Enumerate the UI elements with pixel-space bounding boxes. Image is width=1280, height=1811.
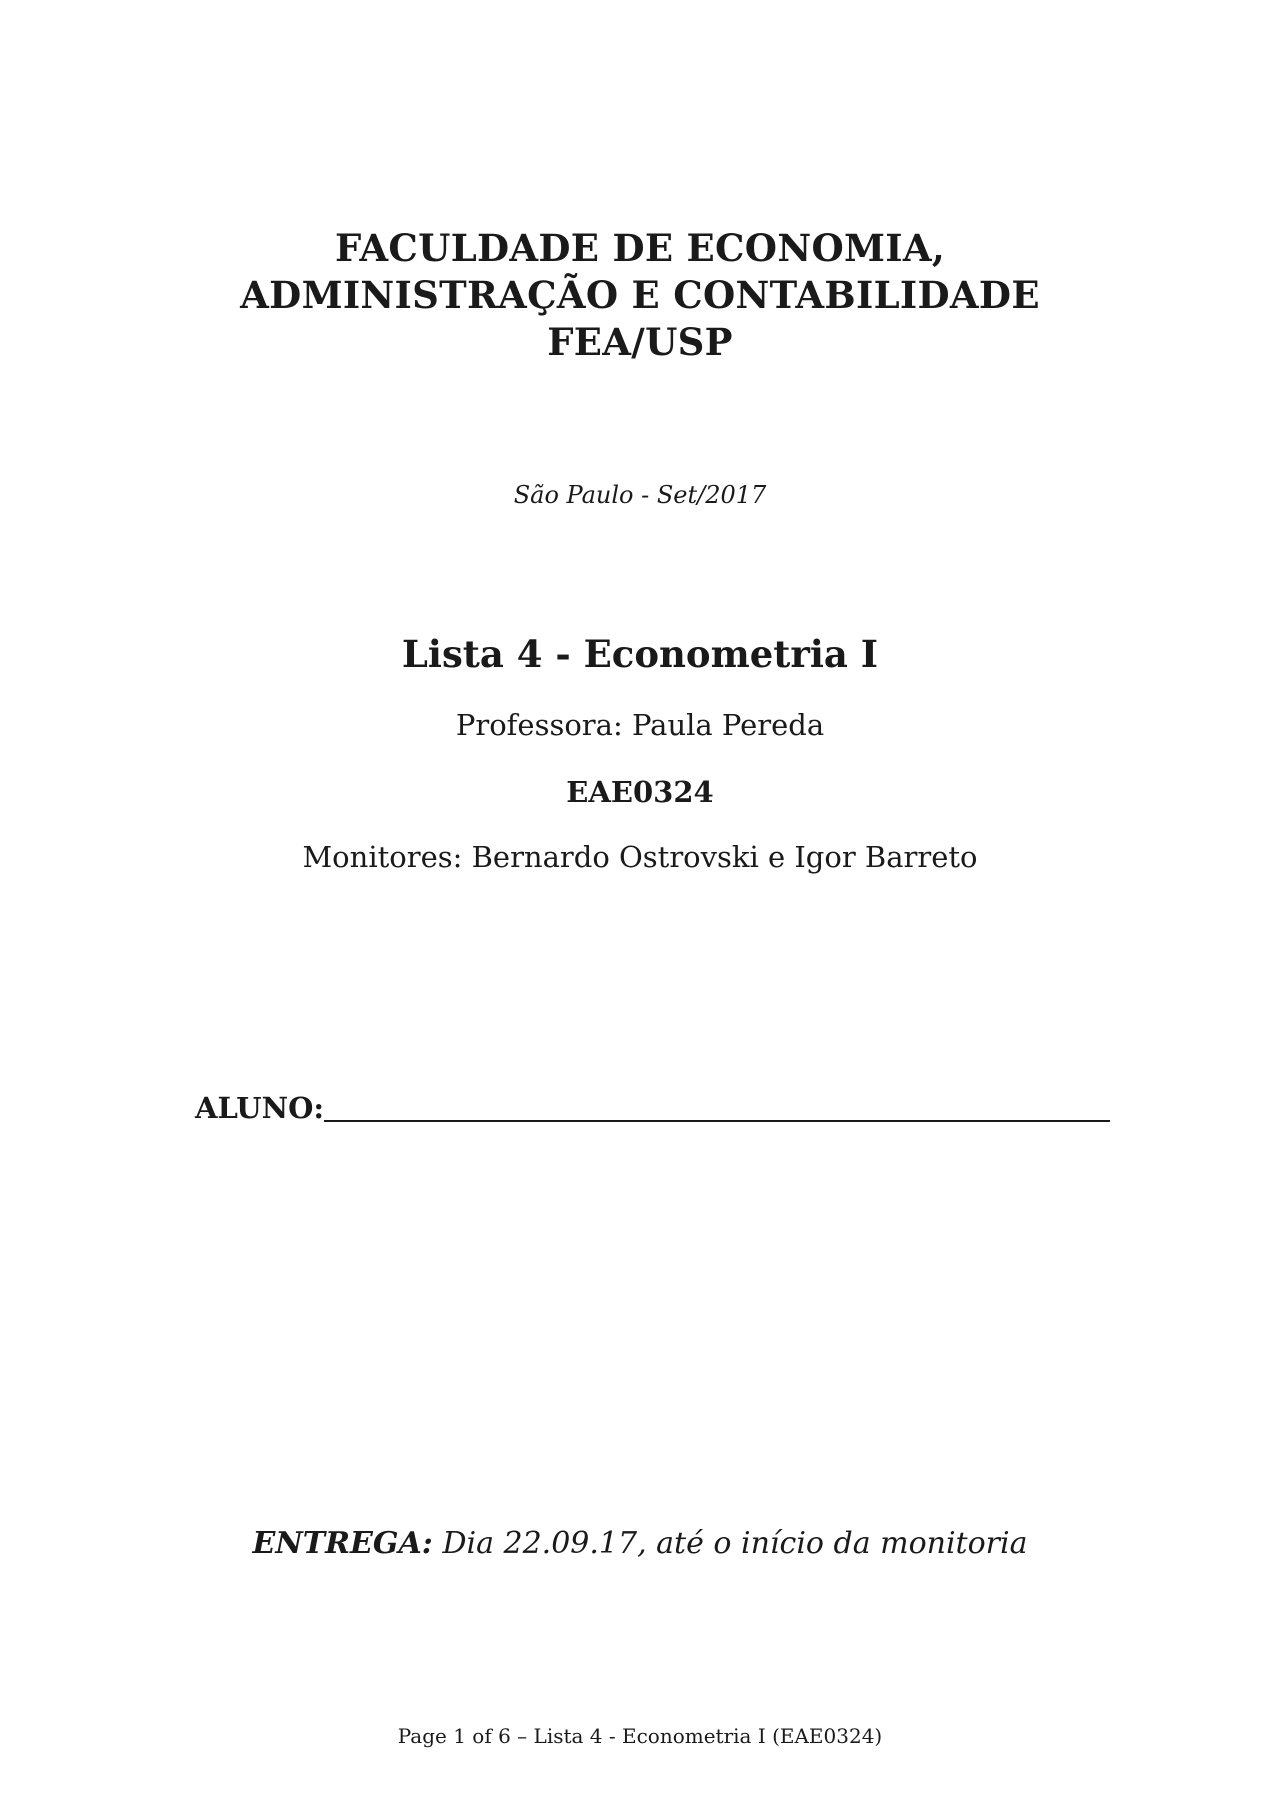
page-footer: Page 1 of 6 – Lista 4 - Econometria I (EAE0324) [397, 1724, 883, 1748]
deadline-text: Dia 22.09.17, até o início da monitoria [442, 1526, 1028, 1561]
course-code: EAE0324 [566, 775, 714, 809]
professor: Professora: Paula Pereda [455, 708, 825, 742]
student-name-line [324, 1090, 1110, 1122]
institution-line-1: FACULDADE DE ECONOMIA, [334, 226, 946, 270]
place-date: São Paulo - Set/2017 [513, 481, 767, 509]
deadline [0, 1526, 1280, 1561]
document-title: Lista 4 - Econometria I [401, 632, 879, 676]
institution-line-2: ADMINISTRAÇÃO E CONTABILIDADE [240, 273, 1040, 317]
institution-line-3: FEA/USP [547, 320, 733, 364]
deadline-label: ENTREGA: [252, 1526, 433, 1561]
student-name-field [195, 1090, 1110, 1125]
monitors: Monitores: Bernardo Ostrovski e Igor Barreto [302, 840, 978, 874]
institution-heading [0, 225, 1280, 366]
student-label: ALUNO: [195, 1091, 325, 1125]
